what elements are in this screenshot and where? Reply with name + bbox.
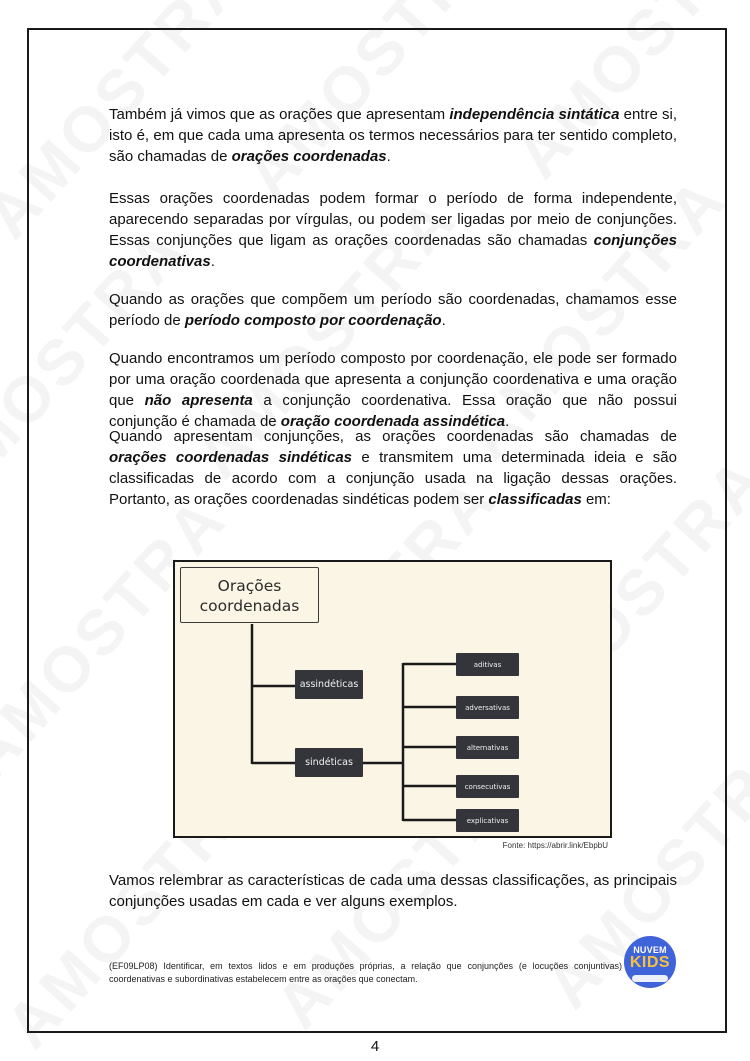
page-number: 4 <box>370 1038 380 1055</box>
root-node: Orações coordenadas <box>180 567 319 623</box>
text: . <box>505 413 510 430</box>
node-assindeticas: assindéticas <box>295 670 363 699</box>
text: Vamos relembrar as características de cada uma dessas classificações, as principais conjunções usadas em cada e ver alguns exemplos. <box>109 872 677 910</box>
text: . <box>441 312 446 329</box>
paragraph-6 <box>109 870 677 912</box>
emphasis-nao-apresenta: não apresenta <box>144 392 253 409</box>
emphasis-oracoes-sindeticas: orações coordenadas sindéticas <box>109 449 353 466</box>
paragraph-5 <box>109 426 677 510</box>
paragraph-3 <box>109 289 677 331</box>
text: Também já vimos que as orações que apresentam <box>109 106 450 123</box>
emphasis-classificadas: classificadas <box>488 491 582 508</box>
node-adversativas: adversativas <box>456 696 519 719</box>
text: entre si, isto é, em que cada uma apresenta os termos necessários para ter sentido completo, são chamadas de <box>109 106 677 165</box>
nuvem-kids-logo <box>624 936 676 988</box>
paragraph-2 <box>109 188 677 272</box>
paragraph-1 <box>109 104 677 167</box>
cloud-icon <box>632 975 668 982</box>
text: a conjunção coordenativa. Essa oração que não possui conjunção é chamada de <box>109 392 677 430</box>
emphasis-oracoes-coordenadas: orações coordenadas <box>231 148 387 165</box>
text: Quando encontramos um período composto por coordenação, ele pode ser formado por uma oração coordenada que apresenta a conjunção coordenativa e uma oração que <box>109 350 677 409</box>
emphasis-conjuncoes-coordenativas: conjunções coordenativas <box>109 232 677 270</box>
node-explicativas: explicativas <box>456 809 519 832</box>
logo-line-1: NUVEM <box>633 945 667 955</box>
classification-diagram <box>173 560 612 838</box>
emphasis-periodo-composto: período composto por coordenação <box>184 312 442 329</box>
node-alternativas: alternativas <box>456 736 519 759</box>
emphasis-oracao-assindetica: oração coordenada assindética <box>280 413 506 430</box>
node-consecutivas: consecutivas <box>456 775 519 798</box>
text: . <box>386 148 391 165</box>
text: Quando apresentam conjunções, as orações coordenadas são chamadas de <box>109 428 677 445</box>
text: . <box>210 253 215 270</box>
node-aditivas: aditivas <box>456 653 519 676</box>
text: em: <box>581 491 611 508</box>
image-source: Fonte: https://abrir.link/EbpbU <box>502 841 608 850</box>
text: Quando as orações que compõem um período são coordenadas, chamamos esse período de <box>109 291 677 329</box>
logo-line-2: KIDS <box>629 954 671 971</box>
node-sindeticas: sindéticas <box>295 748 363 777</box>
paragraph-4 <box>109 348 677 432</box>
bncc-skill-footnote: (EF09LP08) Identificar, em textos lidos e em produções próprias, a relação que conjunções (e locuções conjuntivas) coordenativas e subordinativas estabelecem entre as orações que conectam. <box>109 961 622 984</box>
emphasis-independencia-sintatica: independência sintática <box>449 106 620 123</box>
text: Essas orações coordenadas podem formar o período de forma independente, aparecendo separadas por vírgulas, ou podem ser ligadas por meio de conjunções. Essas conjunções que ligam as orações coordenadas são chamadas <box>109 190 677 249</box>
text: e transmitem uma determinada ideia e são classificadas de acordo com a conjunção usada na ligação dessas orações. Portanto, as orações coordenadas sindéticas podem ser <box>109 449 677 508</box>
